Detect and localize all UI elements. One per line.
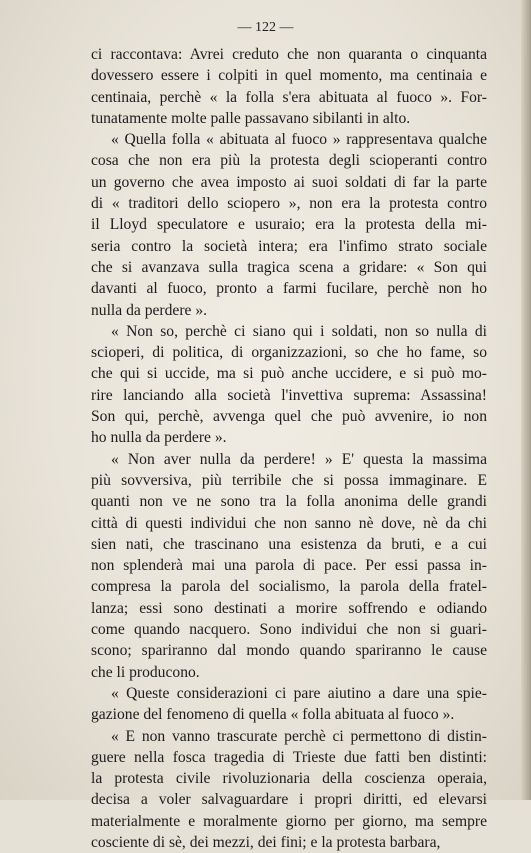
paragraph <box>91 44 487 129</box>
paragraph <box>91 683 487 726</box>
text-line: davanti al fuoco, pronto a farmi fucilare, perchè non ho <box>91 278 487 299</box>
text-line: che li producono. <box>91 662 487 683</box>
text-line: « Queste considerazioni ci pare aiutino a dare una spie- <box>91 683 487 704</box>
text-line: che si avanzava sulla tragica scena a gridare: « Son qui <box>91 257 487 278</box>
text-line: città di questi individui che non sanno nè dove, nè da chi <box>91 513 487 534</box>
text-line: scioperi, di politica, di organizzazioni, so che ho fame, so <box>91 342 487 363</box>
text-line: come quando nacquero. Sono individui che non si guari- <box>91 619 487 640</box>
text-line: guere nella fosca tragedia di Trieste due fatti ben distinti: <box>91 747 487 768</box>
text-line: tunatamente molte palle passavano sibilanti in alto. <box>91 108 487 129</box>
page-number: — 122 — <box>0 20 531 36</box>
text-line: un governo che avea imposto ai suoi soldati di far la parte <box>91 172 487 193</box>
text-line: scono; spariranno dal mondo quando spariranno le cause <box>91 640 487 661</box>
paragraph <box>91 449 487 683</box>
body-text <box>91 44 487 853</box>
paragraph <box>91 321 487 449</box>
text-line: nulla da perdere ». <box>91 300 487 321</box>
text-line: più sovversiva, più terribile che si possa immaginare. E <box>91 470 487 491</box>
text-line: ho nulla da perdere ». <box>91 427 487 448</box>
text-line: cosciente di sè, dei mezzi, dei fini; e la protesta barbara, <box>91 832 487 853</box>
text-line: « Non so, perchè ci siano qui i soldati, non so nulla di <box>91 321 487 342</box>
text-line: centinaia, perchè « la folla s'era abituata al fuoco ». For- <box>91 87 487 108</box>
text-line: compresa la parola del socialismo, la parola della fratel- <box>91 576 487 597</box>
paragraph <box>91 726 487 853</box>
text-line: sien nati, che trascinano una esistenza da bruti, e a cui <box>91 534 487 555</box>
text-line: Son qui, perchè, avvenga quel che può avvenire, io non <box>91 406 487 427</box>
page-gutter-shadow <box>521 0 531 800</box>
text-line: cosa che non era più la protesta degli scioperanti contro <box>91 150 487 171</box>
text-line: seria contro la società intera; era l'infimo strato sociale <box>91 236 487 257</box>
text-line: gazione del fenomeno di quella « folla abituata al fuoco ». <box>91 704 487 725</box>
text-line: « Non aver nulla da perdere! » E' questa la massima <box>91 449 487 470</box>
paragraph <box>91 129 487 321</box>
text-line: che qui si uccide, ma si può anche uccidere, e si può mo- <box>91 363 487 384</box>
text-line: « E non vanno trascurate perchè ci permettono di distin- <box>91 726 487 747</box>
text-line: ci raccontava: Avrei creduto che non quaranta o cinquanta <box>91 44 487 65</box>
text-line: quanti non ve ne sono tra la folla anonima delle grandi <box>91 491 487 512</box>
text-line: decisa a voler salvaguardare i propri diritti, ed elevarsi <box>91 789 487 810</box>
text-line: dovessero essere i colpiti in quel momento, ma centinaia e <box>91 65 487 86</box>
text-line: materialmente e moralmente giorno per giorno, ma sempre <box>91 811 487 832</box>
text-line: il Lloyd speculatore e usuraio; era la protesta della mi- <box>91 214 487 235</box>
text-line: di « traditori dello sciopero », non era la protesta contro <box>91 193 487 214</box>
text-line: non splenderà mai una parola di pace. Per essi passa in- <box>91 555 487 576</box>
text-line: lanza; essi sono destinati a morire soffrendo e odiando <box>91 598 487 619</box>
text-line: rire lanciando alla società l'invettiva suprema: Assassina! <box>91 385 487 406</box>
text-line: la protesta civile rivoluzionaria della coscienza operaia, <box>91 768 487 789</box>
text-line: « Quella folla « abituata al fuoco » rappresentava qualche <box>91 129 487 150</box>
